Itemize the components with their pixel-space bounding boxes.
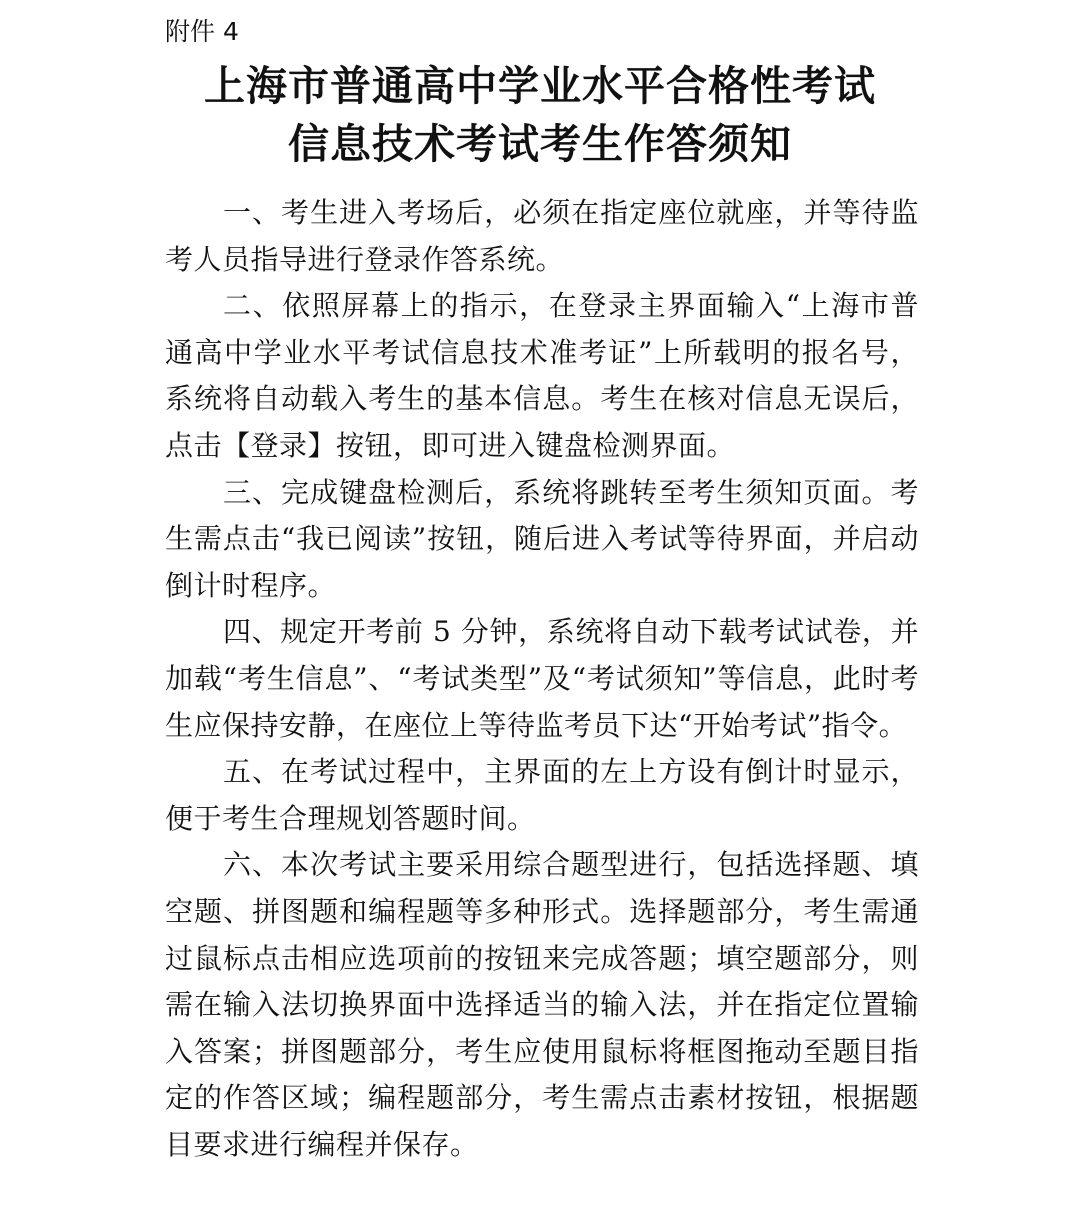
paragraph-1: 一、考生进入考场后，必须在指定座位就座，并等待监考人员指导进行登录作答系统。: [165, 196, 919, 276]
attachment-label: 附件 4: [165, 17, 239, 46]
document-title-line-2: 信息技术考试考生作答须知: [288, 120, 792, 168]
paragraph-6: 六、本次考试主要采用综合题型进行，包括选择题、填空题、拼图题和编程题等多种形式。选择题部分，考生需通过鼠标点击相应选项前的按钮来完成答题；填空题部分，则需在输入法切换界面中选择适当的输入法，并在指定位置输入答案；拼图题部分，考生应使用鼠标将框图拖动至题目指定的作答区域；编程题部分，考生需点击素材按钮，根据题目要求进行编程并保存。: [165, 848, 919, 1161]
paragraph-2: 二、依照屏幕上的指示，在登录主界面输入“上海市普通高中学业水平考试信息技术准考证”上所载明的报名号，系统将自动载入考生的基本信息。考生在核对信息无误后，点击【登录】按钮，即可进入键盘检测界面。: [165, 289, 919, 462]
paragraph-3: 三、完成键盘检测后，系统将跳转至考生须知页面。考生需点击“我已阅读”按钮，随后进入考试等待界面，并启动倒计时程序。: [165, 475, 919, 602]
document-body: [165, 190, 919, 1168]
document-title-line-1: 上海市普通高中学业水平合格性考试: [204, 62, 876, 110]
paragraph-5: 五、在考试过程中，主界面的左上方设有倒计时显示，便于考生合理规划答题时间。: [165, 755, 919, 835]
paragraph-4: 四、规定开考前 5 分钟，系统将自动下载考试试卷，并加载“考生信息”、“考试类型”及“考试须知”等信息，此时考生应保持安静，在座位上等待监考员下达“开始考试”指令。: [165, 615, 919, 742]
